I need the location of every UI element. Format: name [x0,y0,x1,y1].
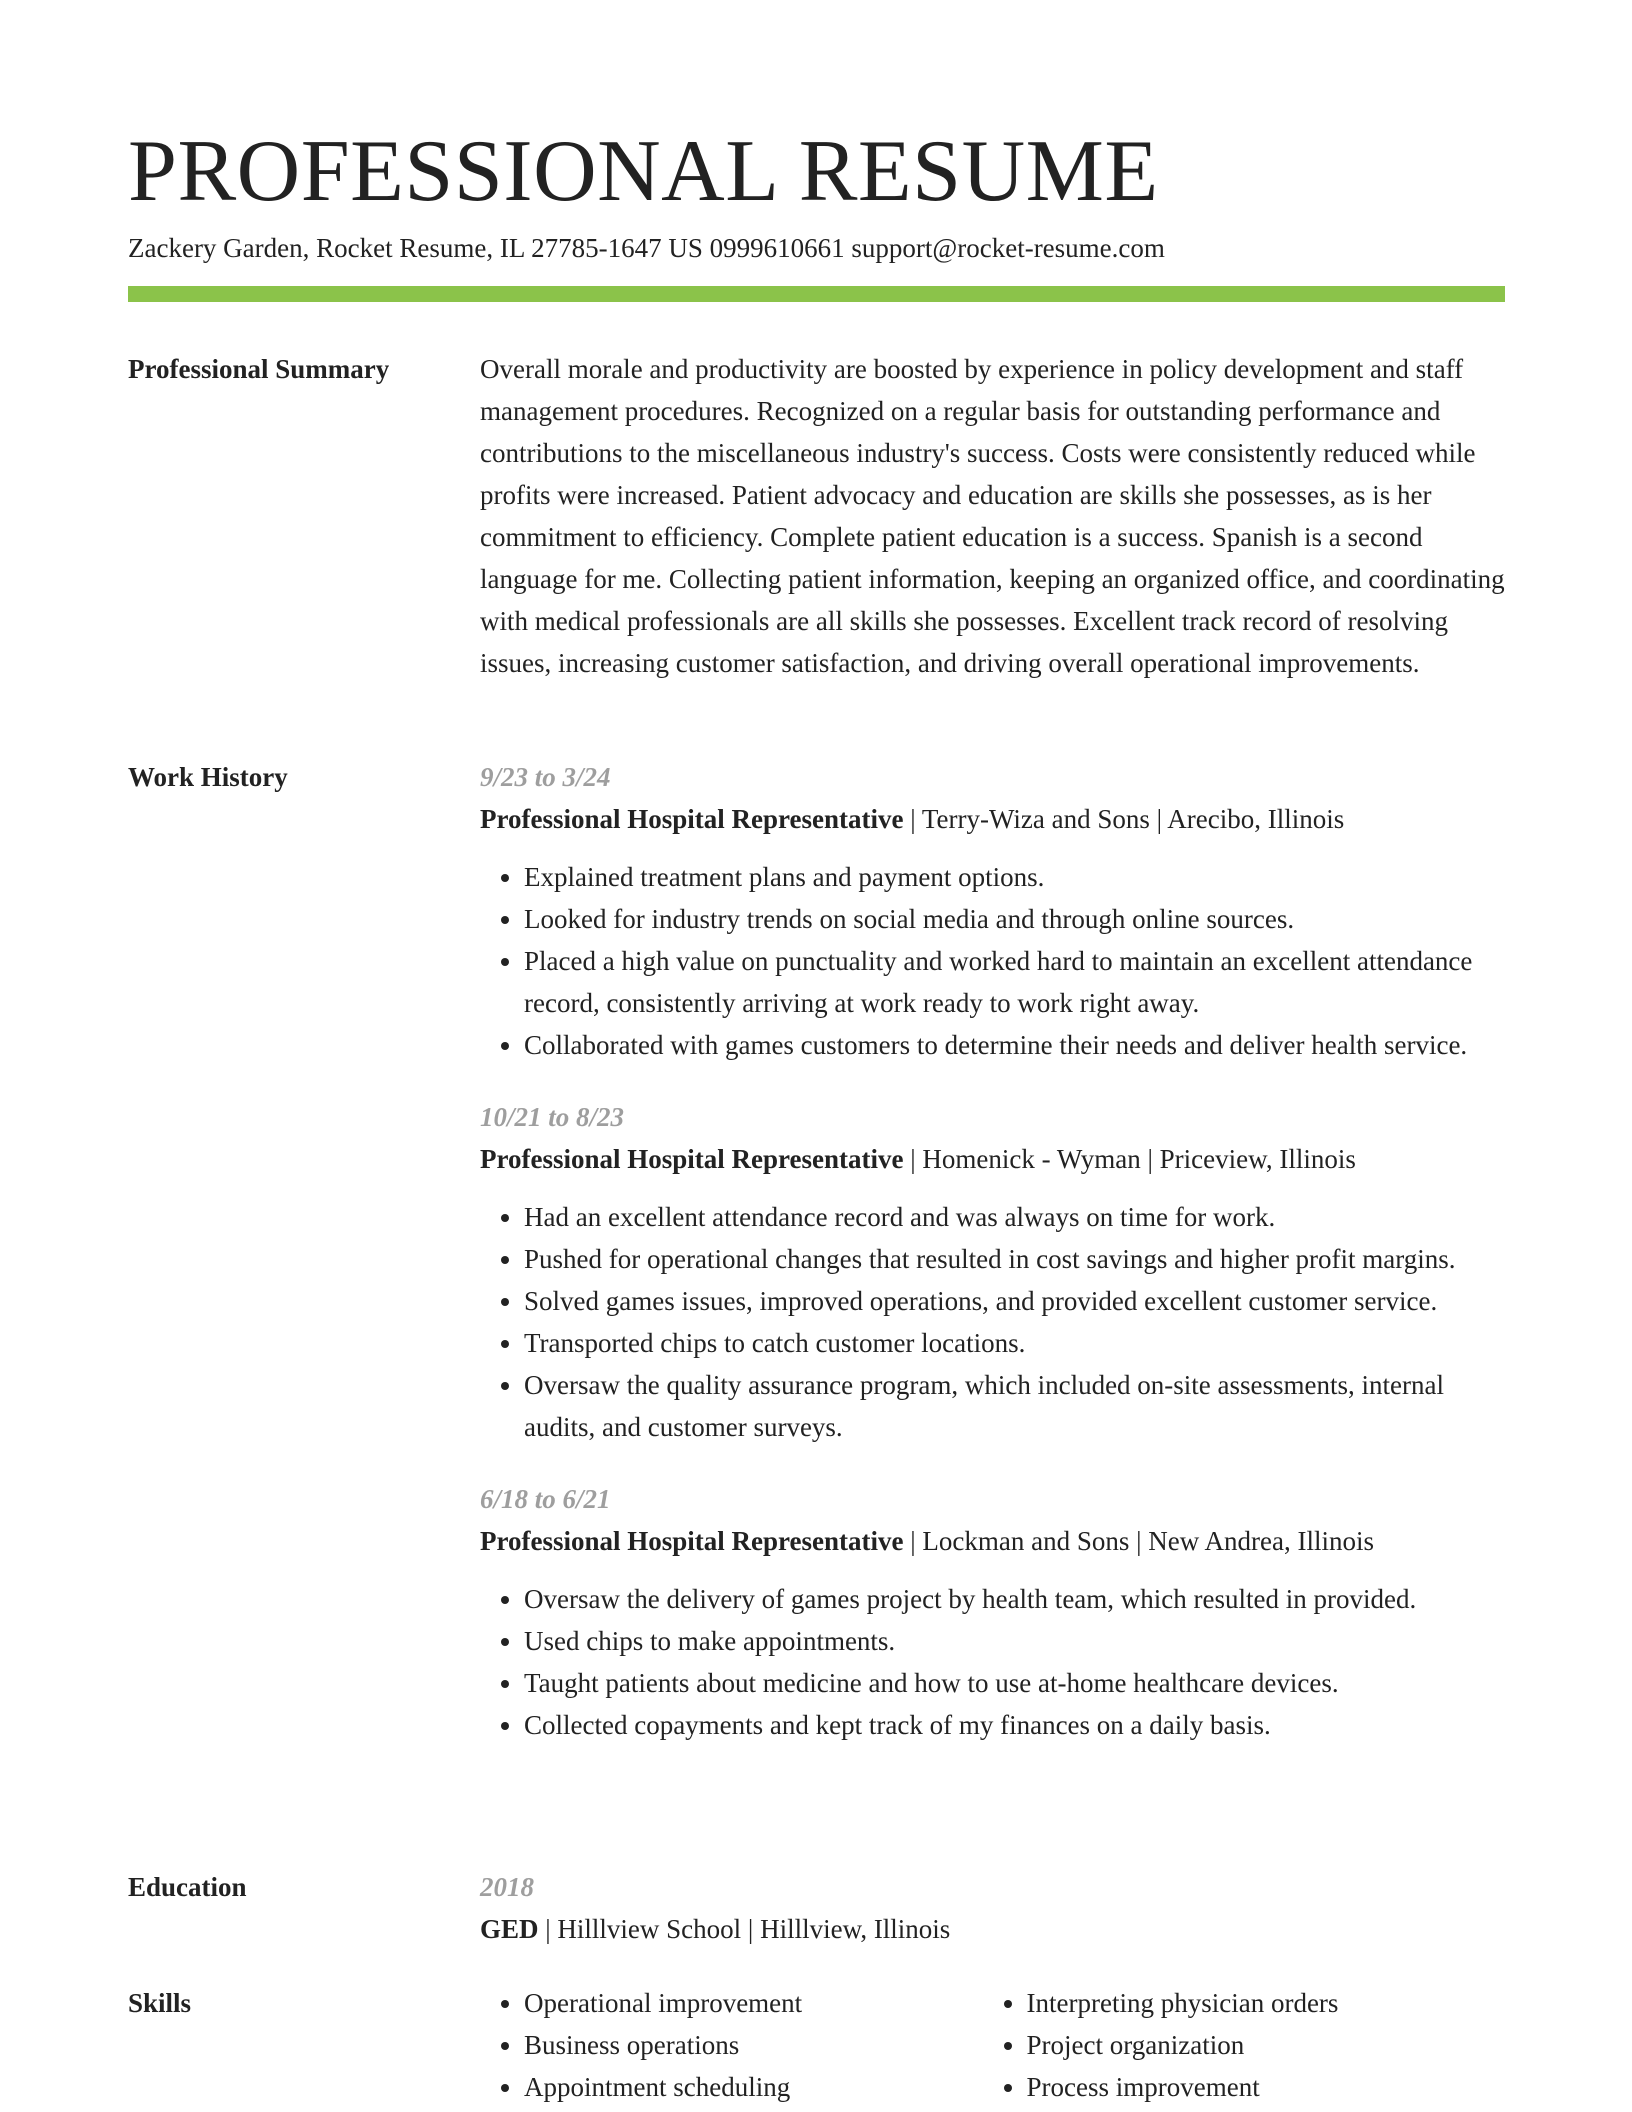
education-date: 2018 [480,1872,534,1902]
job-bullet: • Solved games issues, improved operations, and provided excellent customer service. [524,1280,1505,1322]
job-dates: 9/23 to 3/24 [480,762,611,792]
job-bullet: • Pushed for operational changes that resulted in cost savings and higher profit margins. [524,1238,1505,1280]
separator [903,804,921,834]
job-bullet: • Used chips to make appointments. [524,1620,1505,1662]
job-dates: 6/18 to 6/21 [480,1484,611,1514]
skills-list-right [983,1982,1505,2108]
contact-email: support@rocket-resume.com [851,233,1165,263]
skill-item: • Project organization [1027,2024,1505,2066]
skill-item: • Appointment scheduling [524,2066,983,2108]
job-company: Lockman and Sons [922,1526,1130,1556]
job-bullet: • Collected copayments and kept track of my finances on a daily basis. [524,1704,1505,1746]
separator [539,1914,558,1944]
job-entry [480,756,1505,1066]
job-bullet: • Oversaw the quality assurance program, which included on-site assessments, internal audits, and customer surveys. [524,1364,1505,1448]
job-header [480,798,1505,840]
skills-list-left [480,1982,983,2108]
separator [741,1914,760,1944]
education-degree: GED [480,1914,539,1944]
job-bullet: • Explained treatment plans and payment options. [524,856,1505,898]
job-company: Homenick - Wyman [922,1144,1141,1174]
skill-item: • Interpreting physician orders [1027,1982,1505,2024]
contact-line [128,230,1165,266]
education-heading: Education [128,1872,247,1902]
summary-body [480,348,1505,684]
job-header [480,1520,1505,1562]
contact-street: Zackery Garden, [128,233,310,263]
summary-text: Overall morale and productivity are boosted by experience in policy development and staff management procedures. Recognized on a regular basis for outstanding performance and contributions to the miscellaneous industry's success. Costs were consistently reduced while profits were increased. Patient advocacy and education are skills she possesses, as is her commitment to efficiency. Complete patient education is a success. Spanish is a second language for me. Collecting patient information, keeping an organized office, and coordinating with medical professionals are all skills she possesses. Excellent track record of resolving issues, increasing customer satisfaction, and driving overall operational improvements. [480,354,1505,678]
separator [1141,1144,1160,1174]
contact-city: Rocket Resume, [316,233,494,263]
summary-heading: Professional Summary [128,354,390,384]
job-bullet: • Taught patients about medicine and how to use at-home healthcare devices. [524,1662,1505,1704]
separator [1129,1526,1148,1556]
education-body [480,1866,1505,1950]
job-bullet: • Transported chips to catch customer locations. [524,1322,1505,1364]
job-dates: 10/21 to 8/23 [480,1102,625,1132]
skill-item: • Operational improvement [524,1982,983,2024]
job-bullet: • Placed a high value on punctuality and worked hard to maintain an excellent attendance record, consistently arriving at work ready to work right away. [524,940,1505,1024]
skill-item: • Process improvement [1027,2066,1505,2108]
skills-heading: Skills [128,1988,192,2018]
job-entry [480,1096,1505,1448]
job-location: New Andrea, Illinois [1148,1526,1374,1556]
job-title: Professional Hospital Representative [480,1144,904,1174]
job-bullets [480,1578,1505,1746]
job-location: Priceview, Illinois [1159,1144,1356,1174]
job-bullet: • Oversaw the delivery of games project by health team, which resulted in provided. [524,1578,1505,1620]
job-bullet: • Collaborated with games customers to determine their needs and deliver health service. [524,1024,1505,1066]
job-entry [480,1478,1505,1746]
contact-region: IL 27785-1647 US [499,233,703,263]
job-bullet: • Had an excellent attendance record and was always on time for work. [524,1196,1505,1238]
job-header [480,1138,1505,1180]
accent-divider [128,286,1505,302]
job-title: Professional Hospital Representative [480,1526,904,1556]
job-location: Arecibo, Illinois [1167,804,1345,834]
job-title: Professional Hospital Representative [480,804,904,834]
job-company: Terry-Wiza and Sons [921,804,1150,834]
skill-item: • Business operations [524,2024,983,2066]
work-history-heading: Work History [128,762,288,792]
skills-columns [480,1982,1505,2108]
separator [903,1526,922,1556]
job-bullets [480,856,1505,1066]
job-bullets [480,1196,1505,1448]
job-bullet: • Looked for industry trends on social media and through online sources. [524,898,1505,940]
separator [903,1144,922,1174]
contact-phone: 0999610661 [709,233,845,263]
separator [1150,804,1167,834]
education-line [480,1908,1505,1950]
resume-title: PROFESSIONAL RESUME [128,123,1159,220]
work-history-body [480,756,1505,1746]
education-location: Hilllview, Illinois [760,1914,951,1944]
education-school: Hilllview School [557,1914,742,1944]
skills-body [480,1982,1505,2108]
